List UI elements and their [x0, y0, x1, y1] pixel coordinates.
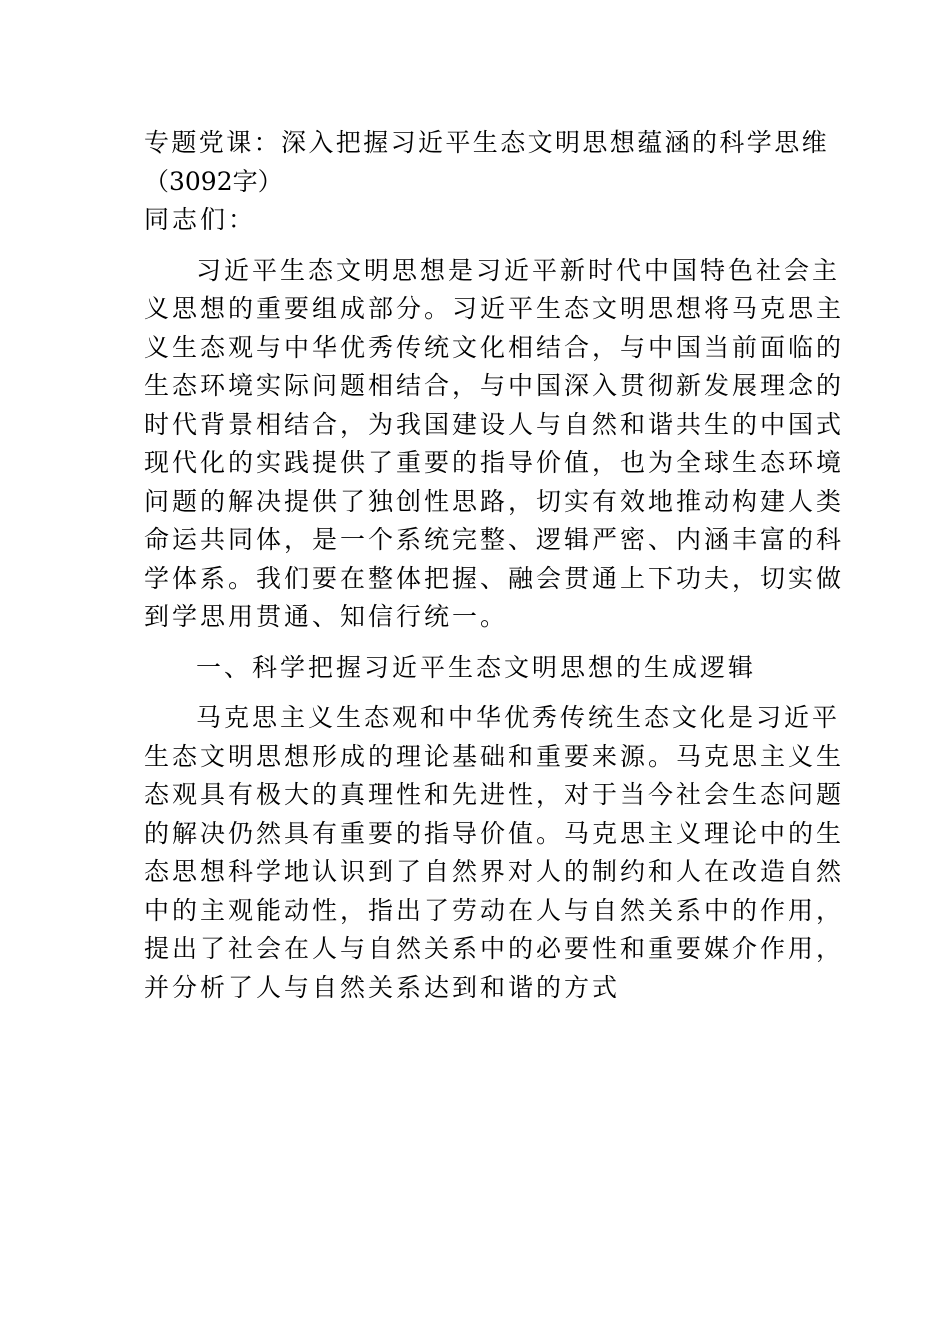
document-page	[144, 124, 845, 1007]
paragraph-2	[144, 699, 845, 1007]
paragraph-line: 义生态观与中华优秀传统文化相结合，与中国当前面临的	[144, 332, 845, 362]
paragraph-line: 义思想的重要组成部分。习近平生态文明思想将马克思主	[144, 294, 845, 323]
paragraph-line: 的解决仍然具有重要的指导价值。马克思主义理论中的生	[144, 818, 845, 848]
paragraph-line: 问题的解决提供了独创性思路，切实有效地推动构建人类	[144, 486, 845, 516]
paragraph-line: 命运共同体，是一个系统完整、逻辑严密、内涵丰富的科	[144, 525, 845, 554]
paragraph-line: 中的主观能动性，指出了劳动在人与自然关系中的作用，	[144, 895, 845, 925]
paragraph-line: 生态环境实际问题相结合，与中国深入贯彻新发展理念的	[144, 371, 845, 400]
salutation: 同志们：	[144, 205, 257, 234]
paragraph-line: 学体系。我们要在整体把握、融会贯通上下功夫，切实做	[144, 563, 845, 593]
paragraph-line: 生态文明思想形成的理论基础和重要来源。马克思主义生	[144, 741, 845, 771]
paragraph-line: 提出了社会在人与自然关系中的必要性和重要媒介作用，	[144, 934, 845, 963]
paragraph-line: 态观具有极大的真理性和先进性，对于当今社会生态问题	[144, 780, 845, 809]
paragraph-1	[144, 252, 845, 637]
paragraph-line: 现代化的实践提供了重要的指导价值，也为全球生态环境	[144, 448, 845, 477]
section-heading: 一、科学把握习近平生态文明思想的生成逻辑	[196, 652, 757, 682]
paragraph-line: 并分析了人与自然关系达到和谐的方式	[144, 972, 621, 1002]
word-count: （3092字）	[144, 166, 283, 196]
paragraph-line: 习近平生态文明思想是习近平新时代中国特色社会主	[196, 255, 841, 285]
paragraph-line: 到学思用贯通、知信行统一。	[144, 602, 509, 631]
paragraph-line: 态思想科学地认识到了自然界对人的制约和人在改造自然	[144, 857, 845, 886]
document-title: 专题党课：深入把握习近平生态文明思想蕴涵的科学思维	[144, 128, 830, 157]
paragraph-line: 时代背景相结合，为我国建设人与自然和谐共生的中国式	[144, 409, 845, 439]
paragraph-line: 马克思主义生态观和中华优秀传统生态文化是习近平	[196, 703, 841, 732]
